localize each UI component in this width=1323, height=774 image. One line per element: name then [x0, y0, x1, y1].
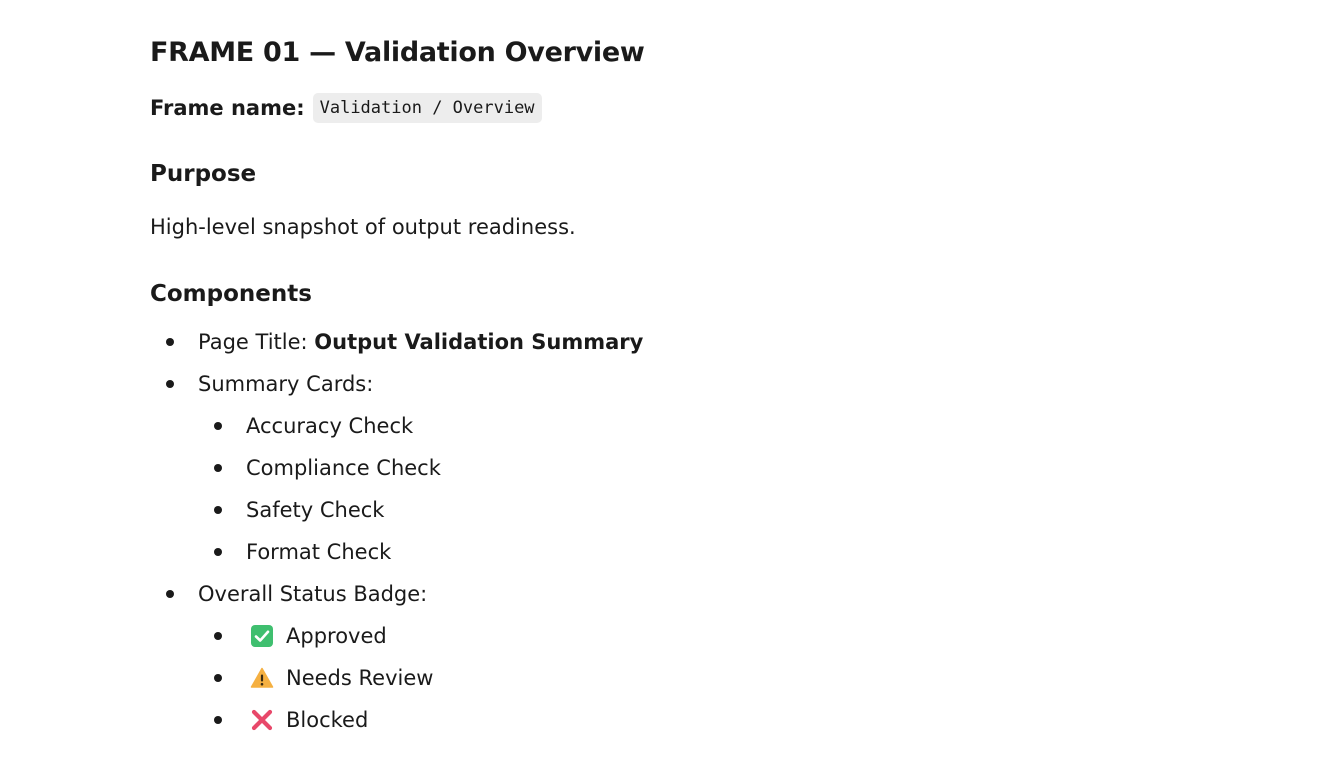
bullet-icon [214, 632, 222, 640]
frame-name-code: Validation / Overview [313, 93, 542, 123]
frame-name-label: Frame name: [150, 96, 305, 120]
bullet-icon [214, 464, 222, 472]
bullet-icon [214, 422, 222, 430]
components-heading: Components [150, 281, 312, 307]
page-title-value: Output Validation Summary [314, 330, 644, 354]
purpose-heading: Purpose [150, 161, 257, 187]
cross-mark-icon [250, 708, 274, 732]
bullet-icon [166, 590, 174, 598]
summary-card-compliance: Compliance Check [246, 456, 441, 480]
frame-name-row [150, 92, 542, 124]
bullet-icon [214, 548, 222, 556]
bullet-icon [214, 674, 222, 682]
purpose-text: High-level snapshot of output readiness. [150, 215, 576, 239]
bullet-icon [214, 506, 222, 514]
bullet-icon [214, 716, 222, 724]
summary-card-safety: Safety Check [246, 498, 385, 522]
status-blocked: Blocked [286, 708, 369, 732]
page-title-label: Page Title: [198, 330, 315, 354]
summary-cards-label: Summary Cards: [198, 372, 374, 396]
status-approved: Approved [286, 624, 387, 648]
frame-title: FRAME 01 — Validation Overview [150, 37, 645, 68]
summary-card-format: Format Check [246, 540, 392, 564]
status-needs-review: Needs Review [286, 666, 434, 690]
status-badge-label: Overall Status Badge: [198, 582, 428, 606]
warning-icon [250, 666, 274, 690]
bullet-icon [166, 380, 174, 388]
check-mark-button-icon [250, 624, 274, 648]
page-title-item [198, 330, 643, 354]
summary-card-accuracy: Accuracy Check [246, 414, 414, 438]
bullet-icon [166, 338, 174, 346]
